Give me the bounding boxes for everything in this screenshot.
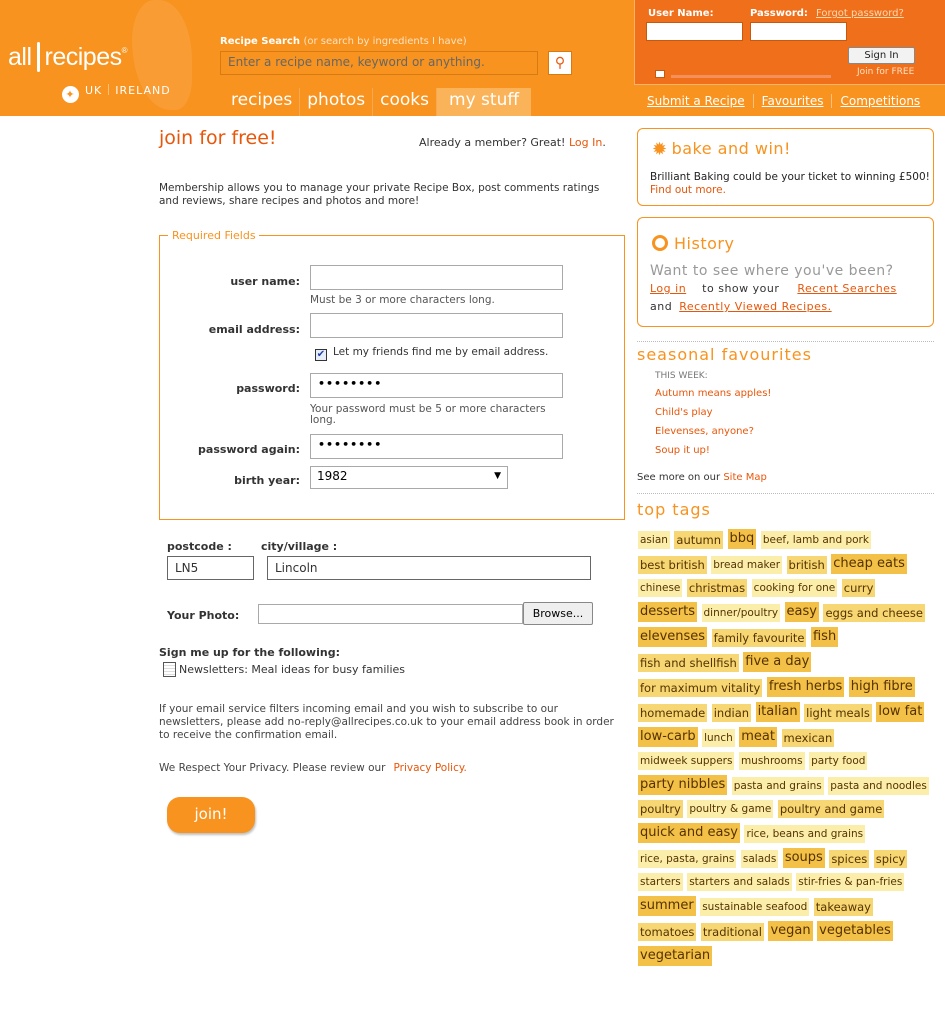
username-input[interactable] xyxy=(310,265,563,290)
nav-tab-photos[interactable]: photos xyxy=(300,88,373,116)
username-label: User Name: xyxy=(648,8,714,19)
tag-link[interactable]: fish xyxy=(810,626,839,648)
tag-link[interactable]: asian xyxy=(637,530,671,550)
tag-link[interactable]: five a day xyxy=(742,651,812,673)
tag-link[interactable]: takeaway xyxy=(813,897,874,917)
tag-link[interactable]: best british xyxy=(637,555,708,575)
city-label: city/village : xyxy=(261,540,338,553)
seasonal-item[interactable]: Child's play xyxy=(655,407,713,418)
signup-heading: Sign me up for the following: xyxy=(159,646,340,659)
tag-link[interactable]: pasta and grains xyxy=(731,776,825,796)
tag-link[interactable]: stir-fries & pan-fries xyxy=(795,872,905,892)
tag-link[interactable]: christmas xyxy=(686,578,748,598)
seasonal-favourites-title: seasonal favourites xyxy=(637,345,812,364)
tag-link[interactable]: tomatoes xyxy=(637,922,697,942)
main-nav xyxy=(224,88,531,116)
tag-link[interactable]: chinese xyxy=(637,578,683,598)
tag-link[interactable]: spices xyxy=(828,849,870,869)
globe-icon: ✦ xyxy=(62,86,79,103)
find-me-checkbox[interactable]: ✔ xyxy=(316,349,326,360)
tag-link[interactable]: starters xyxy=(637,872,684,892)
tag-link[interactable]: summer xyxy=(637,895,697,917)
tag-link[interactable]: starters and salads xyxy=(686,872,793,892)
submit-recipe-link[interactable]: Submit a Recipe xyxy=(647,94,754,108)
tag-link[interactable]: dinner/poultry xyxy=(701,603,782,623)
tag-link[interactable]: party nibbles xyxy=(637,774,728,796)
bake-and-win-text xyxy=(650,171,930,197)
email-filter-note: If your email service filters incoming email and you wish to subscribe to our newsletters, please add no-reply@allrecipes.co.uk to your email address book in order to receive the confirmation email. xyxy=(159,703,614,741)
required-fields-group xyxy=(159,229,625,520)
username-field-label: user name: xyxy=(230,275,300,288)
history-and-text: and xyxy=(650,300,673,313)
history-line-2 xyxy=(650,300,832,313)
tag-link[interactable]: meat xyxy=(738,726,778,748)
tag-link[interactable]: for maximum vitality xyxy=(637,678,763,698)
tag-link[interactable]: bread maker xyxy=(710,555,783,575)
your-photo-label: Your Photo: xyxy=(167,609,240,622)
tag-link[interactable]: salads xyxy=(740,849,779,869)
city-input[interactable]: Lincoln xyxy=(267,556,591,580)
seasonal-item[interactable]: Soup it up! xyxy=(655,445,710,456)
search-by-ingredients-link[interactable]: (or search by ingredients I have) xyxy=(303,36,467,47)
tag-link[interactable]: desserts xyxy=(637,601,698,623)
tag-link[interactable]: elevenses xyxy=(637,626,708,648)
tag-link[interactable]: traditional xyxy=(700,922,765,942)
already-member-note: Already a member? Great! Log In. xyxy=(419,136,606,149)
tag-link[interactable]: beef, lamb and pork xyxy=(760,530,872,550)
this-week-label: THIS WEEK: xyxy=(655,371,708,381)
password-again-input[interactable]: •••••••• xyxy=(310,434,563,459)
recently-viewed-link[interactable]: Recently Viewed Recipes. xyxy=(679,300,832,313)
tag-link[interactable]: low-carb xyxy=(637,726,699,748)
favourites-link[interactable]: Favourites xyxy=(762,94,833,108)
history-box xyxy=(637,217,934,327)
history-title xyxy=(652,234,734,253)
newsletter-option[interactable] xyxy=(163,662,405,677)
seasonal-item[interactable]: Elevenses, anyone? xyxy=(655,426,754,437)
tag-link[interactable]: party food xyxy=(808,751,868,771)
logo-registered-mark: ® xyxy=(121,46,128,55)
tag-link[interactable]: lunch xyxy=(701,728,736,748)
tag-link[interactable]: homemade xyxy=(637,703,708,723)
top-tags-title: top tags xyxy=(637,500,711,519)
join-for-free-link[interactable]: Join for FREE xyxy=(857,67,915,77)
region-selector[interactable] xyxy=(62,84,171,103)
photo-path-input[interactable] xyxy=(258,604,523,624)
tag-link[interactable]: indian xyxy=(711,703,752,723)
email-input[interactable] xyxy=(310,313,563,338)
logo-text-right: recipes xyxy=(44,43,122,71)
privacy-text: We Respect Your Privacy. Please review our xyxy=(159,762,386,774)
password-field-label: password: xyxy=(236,382,300,395)
bake-and-win-title xyxy=(652,139,791,160)
tag-link[interactable]: low fat xyxy=(875,701,925,723)
remember-me-row[interactable] xyxy=(655,70,845,80)
allrecipes-logo[interactable] xyxy=(8,42,127,72)
birth-year-field-label: birth year: xyxy=(234,474,300,487)
history-question: Want to see where you've been? xyxy=(650,263,894,279)
newsletter-checkbox[interactable] xyxy=(163,662,176,677)
remember-me-label xyxy=(671,75,831,78)
tag-link[interactable]: poultry xyxy=(637,799,684,819)
tag-link[interactable]: soups xyxy=(782,847,826,869)
password-again-field-label: password again: xyxy=(198,443,300,456)
username-hint: Must be 3 or more characters long. xyxy=(310,294,495,306)
tag-link[interactable]: pasta and noodles xyxy=(827,776,930,796)
tag-link[interactable]: poultry & game xyxy=(686,799,774,819)
password-input[interactable]: •••••••• xyxy=(310,373,563,398)
already-member-text: Already a member? Great! xyxy=(419,136,566,149)
tag-link[interactable]: fish and shellfish xyxy=(637,653,740,673)
postcode-label: postcode : xyxy=(167,540,232,553)
search-icon: ⚲ xyxy=(554,55,566,71)
dropdown-arrow-icon: ▼ xyxy=(494,471,501,481)
browse-button[interactable]: Browse... xyxy=(523,602,593,625)
tag-link[interactable]: vegan xyxy=(767,920,813,942)
page-title: join for free! xyxy=(159,127,277,149)
site-map-note xyxy=(637,472,767,483)
email-field-label: email address: xyxy=(208,323,300,336)
search-label-text: Recipe Search xyxy=(220,36,300,47)
bake-description: Brilliant Baking could be your ticket to winning £500! xyxy=(650,171,930,183)
divider xyxy=(637,341,934,342)
required-fields-legend: Required Fields xyxy=(168,229,259,242)
logo-text-left: all xyxy=(8,43,32,71)
nav-tab-my-stuff[interactable]: my stuff xyxy=(437,88,531,116)
tag-link[interactable]: rice, pasta, grains xyxy=(637,849,737,869)
region-uk[interactable]: UK xyxy=(85,84,103,97)
tag-link[interactable]: italian xyxy=(755,701,801,723)
tag-link[interactable]: quick and easy xyxy=(637,822,741,844)
tag-link[interactable]: vegetarian xyxy=(637,945,713,967)
tag-link[interactable]: bbq xyxy=(727,528,758,550)
clock-icon xyxy=(652,235,668,251)
nav-tab-cooks[interactable]: cooks xyxy=(373,88,437,116)
tag-link[interactable]: fresh herbs xyxy=(766,676,845,698)
history-title-text: History xyxy=(674,234,735,253)
secondary-nav xyxy=(634,84,945,116)
postcode-input[interactable]: LN5 xyxy=(167,556,254,580)
newsletter-label: Newsletters: Meal ideas for busy families xyxy=(179,663,406,676)
site-map-link[interactable]: Site Map xyxy=(723,472,767,483)
divider xyxy=(637,493,934,494)
spoon-icon xyxy=(37,42,40,72)
search-label xyxy=(220,36,467,47)
privacy-note xyxy=(159,762,467,774)
tag-link[interactable]: mexican xyxy=(781,728,836,748)
find-out-more-link[interactable]: Find out more. xyxy=(650,184,726,196)
tag-link[interactable]: mushrooms xyxy=(738,751,806,771)
password-label: Password: xyxy=(750,8,808,19)
tag-link[interactable]: rice, beans and grains xyxy=(743,824,866,844)
sun-icon: ✹ xyxy=(652,139,668,160)
find-me-by-email-option[interactable] xyxy=(315,346,548,361)
tag-link[interactable]: sustainable seafood xyxy=(699,897,810,917)
tag-link[interactable]: curry xyxy=(841,578,877,598)
tag-link[interactable]: cheap eats xyxy=(830,553,908,575)
privacy-policy-link[interactable]: Privacy Policy. xyxy=(393,762,467,774)
search-input[interactable]: Enter a recipe name, keyword or anything. xyxy=(220,51,538,75)
tag-link[interactable]: british xyxy=(786,555,828,575)
history-line-1 xyxy=(650,282,897,295)
join-button[interactable]: join! xyxy=(167,797,255,833)
region-ireland[interactable]: IRELAND xyxy=(115,84,171,97)
membership-intro: Membership allows you to manage your private Recipe Box, post comments ratings and reviews, share recipes and photos and more! xyxy=(159,182,600,207)
nav-tab-recipes[interactable]: recipes xyxy=(224,88,300,116)
see-more-text: See more on our xyxy=(637,472,721,483)
birth-year-value: 1982 xyxy=(317,469,348,483)
tag-link[interactable]: cooking for one xyxy=(751,578,839,598)
tag-link[interactable]: high fibre xyxy=(848,676,916,698)
tag-link[interactable]: spicy xyxy=(873,849,909,869)
forgot-password-link[interactable]: Forgot password? xyxy=(816,8,904,19)
find-me-label: Let my friends find me by email address. xyxy=(333,346,549,358)
seasonal-item[interactable]: Autumn means apples! xyxy=(655,388,772,399)
tag-link[interactable]: easy xyxy=(784,601,820,623)
tag-link[interactable]: vegetables xyxy=(816,920,894,942)
bake-title-text: bake and win! xyxy=(671,139,791,158)
sign-in-button[interactable]: Sign In xyxy=(848,47,915,64)
region-divider xyxy=(108,84,109,95)
log-in-link[interactable]: Log In xyxy=(568,136,603,149)
site-header xyxy=(0,0,945,116)
tag-link[interactable]: poultry and game xyxy=(777,799,885,819)
history-log-in-link[interactable]: Log in xyxy=(650,282,687,295)
birth-year-select[interactable] xyxy=(310,466,508,489)
tag-link[interactable]: eggs and cheese xyxy=(822,603,925,623)
login-password-input[interactable] xyxy=(750,22,847,41)
recent-searches-link[interactable]: Recent Searches xyxy=(797,282,897,295)
bake-and-win-box xyxy=(637,128,934,206)
tag-link[interactable]: midweek suppers xyxy=(637,751,735,771)
login-panel xyxy=(634,0,945,84)
tag-link[interactable]: family favourite xyxy=(711,628,808,648)
search-button[interactable] xyxy=(548,51,572,75)
tag-link[interactable]: autumn xyxy=(673,530,724,550)
history-show-text: to show your xyxy=(702,282,780,295)
tag-cloud xyxy=(637,528,934,970)
password-hint: Your password must be 5 or more characters long. xyxy=(310,403,546,426)
login-username-input[interactable] xyxy=(646,22,743,41)
remember-me-checkbox[interactable] xyxy=(655,70,665,78)
tag-link[interactable]: light meals xyxy=(803,703,873,723)
competitions-link[interactable]: Competitions xyxy=(840,93,921,108)
